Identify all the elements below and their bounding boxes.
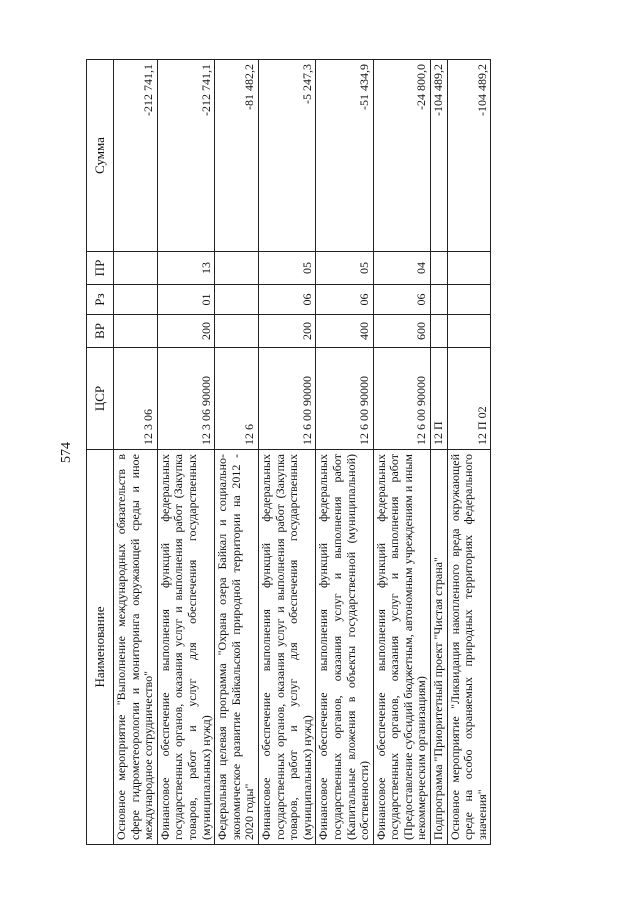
header-rz: Рз (87, 285, 114, 315)
table-row (157, 60, 214, 845)
rotated-page (60, 60, 590, 845)
row-rz: 06 (316, 285, 373, 315)
row-sum: -24 800,0 (373, 60, 430, 252)
row-pr (447, 252, 491, 285)
row-pr: 13 (157, 252, 214, 285)
table-row (258, 60, 315, 845)
table-row (447, 60, 491, 845)
row-pr (215, 252, 259, 285)
row-vr: 400 (316, 315, 373, 348)
row-sum: -104 489,2 (447, 60, 491, 252)
row-sum: -104 489,2 (431, 60, 448, 252)
row-name: Основное мероприятие "Ликвидация накопленного вреда окружающей среде на особо охраняемых природных территориях федерального значения" (447, 450, 491, 845)
row-name: Основное мероприятие "Выполнение международных обязательств в сфере гидрометеорологии и мониторинга окружающей среды и иное международное сотрудничество" (114, 450, 158, 845)
row-rz: 01 (157, 285, 214, 315)
row-name: Финансовое обеспечение выполнения функций федеральных государственных органов, оказания услуг и выполнения работ (Капитальные вложения в объекты государственной (муниципальной) собственности) (316, 450, 373, 845)
row-vr: 200 (157, 315, 214, 348)
row-name: Финансовое обеспечение выполнения функций федеральных государственных органов, оказания услуг и выполнения работ (Закупка товаров, работ и услуг для обеспечения государственных (муниципальных) нужд) (157, 450, 214, 845)
table-row (373, 60, 430, 845)
header-sum: Сумма (87, 60, 114, 252)
row-rz (114, 285, 158, 315)
row-vr: 600 (373, 315, 430, 348)
row-csr: 12 6 00 90000 (316, 348, 373, 450)
row-csr: 12 П (431, 348, 448, 450)
row-vr (431, 315, 448, 348)
row-sum: -81 482,2 (215, 60, 259, 252)
row-csr: 12 3 06 90000 (157, 348, 214, 450)
row-csr: 12 6 00 90000 (258, 348, 315, 450)
row-vr (447, 315, 491, 348)
row-vr (114, 315, 158, 348)
row-sum: -212 741,1 (114, 60, 158, 252)
row-rz (215, 285, 259, 315)
budget-table (86, 59, 491, 845)
row-vr: 200 (258, 315, 315, 348)
row-pr: 05 (316, 252, 373, 285)
row-rz: 06 (258, 285, 315, 315)
row-sum: -5 247,3 (258, 60, 315, 252)
row-csr: 12 П 02 (447, 348, 491, 450)
row-rz (431, 285, 448, 315)
header-row (87, 60, 114, 845)
header-csr: ЦСР (87, 348, 114, 450)
table-row (215, 60, 259, 845)
row-rz: 06 (373, 285, 430, 315)
header-pr: ПР (87, 252, 114, 285)
row-csr: 12 6 00 90000 (373, 348, 430, 450)
row-rz (447, 285, 491, 315)
row-name: Подпрограмма "Приоритетный проект "Чистая страна" (431, 450, 448, 845)
row-vr (215, 315, 259, 348)
header-vr: ВР (87, 315, 114, 348)
row-csr: 12 6 (215, 348, 259, 450)
header-name: Наименование (87, 450, 114, 845)
row-pr: 04 (373, 252, 430, 285)
row-sum: -51 434,9 (316, 60, 373, 252)
row-pr (431, 252, 448, 285)
row-pr (114, 252, 158, 285)
row-pr: 05 (258, 252, 315, 285)
row-csr: 12 3 06 (114, 348, 158, 450)
table-row (114, 60, 158, 845)
row-name: Федеральная целевая программа "Охрана озера Байкал и социально-экономическое развитие Байкальской природной территории на 2012 - 2020 годы" (215, 450, 259, 845)
row-name: Финансовое обеспечение выполнения функций федеральных государственных органов, оказания услуг и выполнения работ (Предоставление субсидий бюджетным, автономным учреждениям и иным некоммерческим организациям) (373, 450, 430, 845)
table-row (316, 60, 373, 845)
table-row (431, 60, 448, 845)
row-sum: -212 741,1 (157, 60, 214, 252)
row-name: Финансовое обеспечение выполнения функций федеральных государственных органов, оказания услуг и выполнения работ (Закупка товаров, работ и услуг для обеспечения государственных (муниципальных) нужд) (258, 450, 315, 845)
page-number: 574 (59, 442, 74, 463)
